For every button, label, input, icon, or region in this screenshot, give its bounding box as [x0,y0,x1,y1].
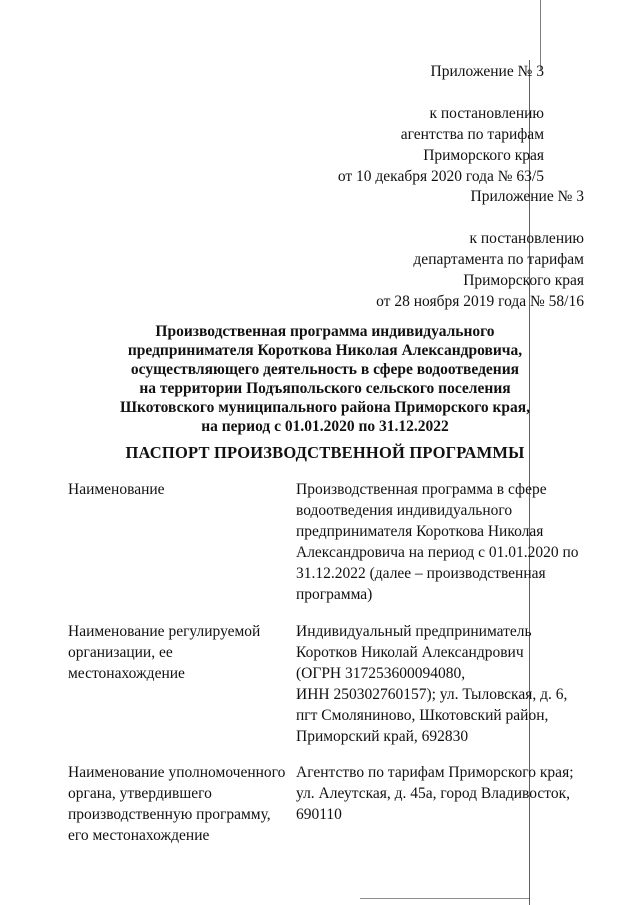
row-value-line: предпринимателя Короткова Николая [296,523,544,540]
scan-fold-line-top [540,0,541,70]
row-label-line: местонахождение [68,665,185,682]
program-title [60,322,590,436]
row-value-line: 31.12.2022 (далее – производственная [296,565,546,582]
appendix-line: от 10 декабря 2020 года № 63/5 [337,168,544,185]
row-value-line: 690110 [296,806,342,823]
appendix-line: Приморского края [423,147,544,164]
row-value-line: Производственная программа в сфере [296,481,547,498]
row-value-line: (ОГРН 317253600094080, [296,665,466,682]
row-label-line: организации, ее [68,644,173,661]
row-value [296,479,596,605]
appendix-block-current [338,61,544,187]
row-value-line: Приморский край, 692830 [296,728,469,745]
row-value-line: Коротков Николай Александрович [296,644,524,661]
row-value [296,621,596,747]
row-value-line: ИНН 250302760157); ул. Тыловская, д. 6, [296,686,568,703]
appendix-line: к постановлению [469,230,584,247]
row-label-line: Наименование [68,481,165,498]
row-label-line: Наименование регулируемой [68,623,261,640]
row-value-line: Агентство по тарифам Приморского края; [296,764,574,781]
scan-edge-line [360,898,530,899]
row-value-line: Александровича на период с 01.01.2020 по [296,544,579,561]
row-label-line: Наименование уполномоченного [68,764,286,781]
row-label [68,479,288,500]
row-label-line: производственную программу, [68,806,271,823]
appendix-line: от 28 ноября 2019 года № 58/16 [376,293,584,310]
program-title-line: осуществляющего деятельность в сфере водоотведения [130,361,520,378]
appendix-line: департамента по тарифам [413,251,584,268]
appendix-title: Приложение № 3 [430,63,544,80]
program-title-line: на период с 01.01.2020 по 31.12.2022 [201,418,449,435]
appendix-block-previous [376,186,584,312]
program-title-line: предпринимателя Короткова Николая Александровича, [127,342,523,359]
row-value-line: ул. Алеутская, д. 45а, город Владивосток, [296,785,571,802]
appendix-line: агентства по тарифам [400,126,544,143]
appendix-line: Приморского края [463,272,584,289]
row-value-line: водоотведения индивидуального [296,502,513,519]
program-title-line: на территории Подъяпольского сельского поселения [139,380,511,397]
row-label-line: его местонахождение [68,827,210,844]
row-value [296,762,596,825]
program-title-line: Шкотовского муниципального района Приморского края, [119,399,531,416]
row-value-line: пгт Смоляниново, Шкотовский район, [296,707,549,724]
row-label-line: органа, утвердившего [68,785,212,802]
appendix-title: Приложение № 3 [470,188,584,205]
program-title-line: Производственная программа индивидуального [155,323,495,340]
row-value-line: программа) [296,586,373,603]
row-label [68,621,288,684]
passport-title: ПАСПОРТ ПРОИЗВОДСТВЕННОЙ ПРОГРАММЫ [125,443,525,462]
row-label [68,762,288,846]
row-value-line: Индивидуальный предприниматель [296,623,532,640]
appendix-line: к постановлению [429,105,544,122]
